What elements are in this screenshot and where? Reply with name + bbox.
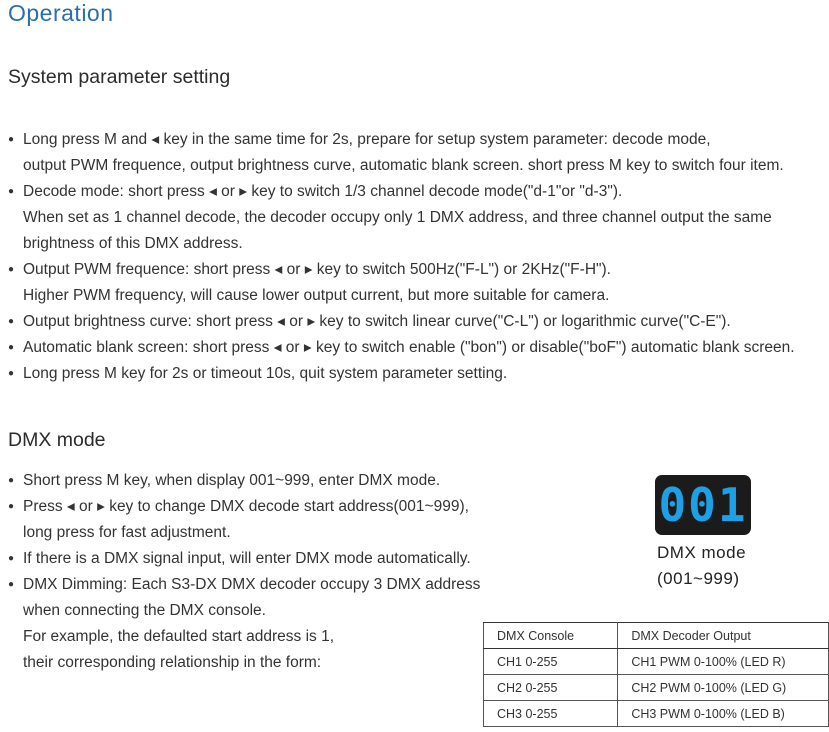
table-cell: CH3 PWM 0-100% (LED B) — [618, 701, 829, 727]
list-item — [8, 127, 795, 179]
list-item-line: their corresponding relationship in the form: — [23, 654, 322, 671]
table-row — [484, 675, 829, 701]
list-item-line: long press for fast adjustment. — [23, 524, 231, 541]
list-item — [8, 335, 795, 361]
list-item-line: when connecting the DMX console. — [23, 602, 266, 619]
list-item-line: For example, the defaulted start address is 1, — [23, 628, 335, 645]
list-item-line: ● Decode mode: short press ◂ or ▸ key to switch 1/3 channel decode mode("d-1"or "d-3"). — [23, 183, 623, 200]
table-row — [484, 701, 829, 727]
table-header-cell: DMX Decoder Output — [618, 623, 829, 649]
list-item-line: ● Short press M key, when display 001~999, enter DMX mode. — [23, 472, 441, 489]
table-cell: CH1 0-255 — [484, 649, 618, 675]
list-item — [8, 572, 480, 676]
list-item-line: ● Output PWM frequence: short press ◂ or ▸ key to switch 500Hz("F-L") or 2KHz("F-H"). — [23, 261, 611, 278]
table-cell: CH3 0-255 — [484, 701, 618, 727]
list-item — [8, 468, 480, 494]
table-cell: CH2 PWM 0-100% (LED G) — [618, 675, 829, 701]
dmx-mode-heading: DMX mode — [8, 429, 106, 451]
list-item-line: output PWM frequence, output brightness curve, automatic blank screen. short press M key to switch four item. — [23, 157, 784, 174]
list-item-line: ● Automatic blank screen: short press ◂ or ▸ key to switch enable ("bon") or disable("boF") automatic blank screen. — [23, 339, 795, 356]
list-item-line: brightness of this DMX address. — [23, 235, 243, 252]
table-header-cell: DMX Console — [484, 623, 618, 649]
list-item — [8, 361, 795, 387]
list-item — [8, 494, 480, 546]
list-item-line: ● Output brightness curve: short press ◂ or ▸ key to switch linear curve("C-L") or logarithmic curve("C-E"). — [23, 313, 731, 330]
table-cell: CH1 PWM 0-100% (LED R) — [618, 649, 829, 675]
display-label-mode: DMX mode — [657, 543, 747, 562]
page-title: Operation — [8, 0, 114, 26]
table-row — [484, 649, 829, 675]
list-item-line: ● Press ◂ or ▸ key to change DMX decode start address(001~999), — [23, 498, 469, 515]
list-item — [8, 179, 795, 257]
list-item-line: When set as 1 channel decode, the decoder occupy only 1 DMX address, and three channel output the same — [23, 209, 772, 226]
system-parameter-heading: System parameter setting — [8, 66, 231, 88]
table-cell: CH2 0-255 — [484, 675, 618, 701]
list-item-line: ● DMX Dimming: Each S3-DX DMX decoder occupy 3 DMX address — [23, 576, 481, 593]
list-item-line: ● Long press M key for 2s or timeout 10s, quit system parameter setting. — [23, 365, 508, 382]
table-header-row — [484, 623, 829, 649]
list-item — [8, 546, 480, 572]
list-item — [8, 257, 795, 309]
display-label-range: (001~999) — [657, 569, 740, 588]
list-item — [8, 309, 795, 335]
list-item-line: ● If there is a DMX signal input, will enter DMX mode automatically. — [23, 550, 471, 567]
list-item-line: Higher PWM frequency, will cause lower output current, but more suitable for camera. — [23, 287, 610, 304]
led-display — [655, 475, 751, 535]
system-parameter-list — [8, 127, 795, 387]
dmx-mapping-table — [483, 622, 829, 727]
list-item-line: ● Long press M and ◂ key in the same time for 2s, prepare for setup system parameter: decode mode, — [23, 131, 711, 148]
dmx-mode-list — [8, 468, 480, 676]
led-display-digits: 001 — [658, 478, 748, 532]
